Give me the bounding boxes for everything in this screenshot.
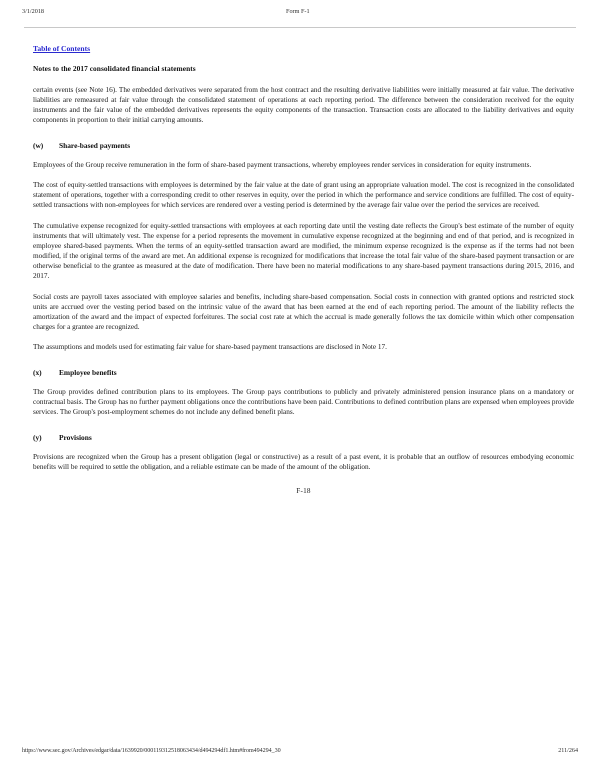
section-heading-w bbox=[33, 141, 574, 150]
section-marker-w: (w) bbox=[33, 140, 44, 150]
paragraph: Social costs are payroll taxes associated with employee salaries and benefits, including share-based compensation. Social costs in connection with granted options and restricted stock units are accrued over the vesting period based on the intrinsic value of the award that has been earned at the end of each reporting period. The amount of the liability reflects the amortization of the award and the impact of expected forfeitures. The social cost rate at which the accrual is made generally follows the tax domicile within which other compensation charges for a grantee are recognized. bbox=[33, 292, 574, 331]
page-count: 211/264 bbox=[558, 748, 578, 754]
print-header bbox=[22, 8, 578, 22]
document-content bbox=[33, 38, 574, 495]
intro-paragraph: certain events (see Note 16). The embedded derivatives were separated from the host contract and the resulting derivative liabilities were initially measured at fair value. The derivative liabilities are remeasured at fair value through the consolidated statement of operations at each reporting period. The difference between the consideration received for the equity instruments and the fair value of the embedded derivatives represents the equity components of the transaction. Transaction costs are allocated to the liability derivatives and equity components in proportion to their initial carrying amounts. bbox=[33, 86, 574, 125]
section-title-w: Share-based payments bbox=[59, 140, 131, 150]
section-title-y: Provisions bbox=[59, 432, 92, 442]
page-marker: F-18 bbox=[296, 486, 311, 495]
paragraph: The cumulative expense recognized for equity-settled transactions with employees at each reporting date until the vesting date reflects the Group's best estimate of the number of equity instruments that will ultimately vest. The expense for a period represents the movement in cumulative expense recognized at the beginning and end of that period, and is recognized in employee shared-based payments. When the terms of an equity-settled transaction award are modified, the minimum expense recognized is the expense as if the terms had not been modified, if the original terms of the award are met. An additional expense is recognized for modifications that increase the total fair value of the share-based payment transaction or are otherwise beneficial to the grantee as measured at the date of modification. There have been no material modifications to any share-based payment transactions during 2015, 2016, and 2017. bbox=[33, 221, 574, 281]
source-url: https://www.sec.gov/Archives/edgar/data/1639920/000119312518063434/d494294df1.htm#from494294_30 bbox=[22, 748, 281, 754]
paragraph: The cost of equity-settled transactions with employees is determined by the fair value at the date of grant using an appropriate valuation model. The cost is recognized in the consolidated statement of operations, together with a corresponding credit to other reserves in equity, over the period in which the performance and service conditions are fulfilled. The cost of equity-settled transactions with non-employees for which services are rendered over a vesting period is determined by the average fair value over the period the services are received. bbox=[33, 181, 574, 210]
section-marker-x: (x) bbox=[33, 367, 42, 377]
notes-heading: Notes to the 2017 consolidated financial statements bbox=[33, 64, 196, 73]
header-divider bbox=[24, 27, 576, 28]
paragraph: The assumptions and models used for estimating fair value for share-based payment transactions are disclosed in Note 17. bbox=[33, 343, 387, 352]
paragraph: The Group provides defined contribution plans to its employees. The Group pays contributions to publicly and privately administered pension insurance plans on a mandatory or contractual basis. The Group has no further payment obligations once the contributions have been paid. Contributions to defined contribution plans are expensed when employees provide services. The Group's post-employment schemes do not include any defined benefit plans. bbox=[33, 387, 574, 416]
section-title-x: Employee benefits bbox=[59, 367, 117, 377]
print-date: 3/1/2018 bbox=[22, 8, 45, 15]
paragraph: Provisions are recognized when the Group has a present obligation (legal or constructive) as a result of a past event, it is probable that an outflow of resources embodying economic benefits will be required to settle the obligation, and a reliable estimate can be made of the amount of the obligation. bbox=[33, 452, 574, 471]
print-footer bbox=[22, 748, 578, 762]
section-heading-x bbox=[33, 368, 574, 377]
paragraph: Employees of the Group receive remuneration in the form of share-based payment transactions, whereby employees render services in consideration for equity instruments. bbox=[33, 160, 532, 169]
table-of-contents-link[interactable]: Table of Contents bbox=[33, 44, 91, 53]
print-form-title: Form F-1 bbox=[286, 8, 310, 15]
section-marker-y: (y) bbox=[33, 432, 42, 442]
section-heading-y bbox=[33, 433, 574, 442]
